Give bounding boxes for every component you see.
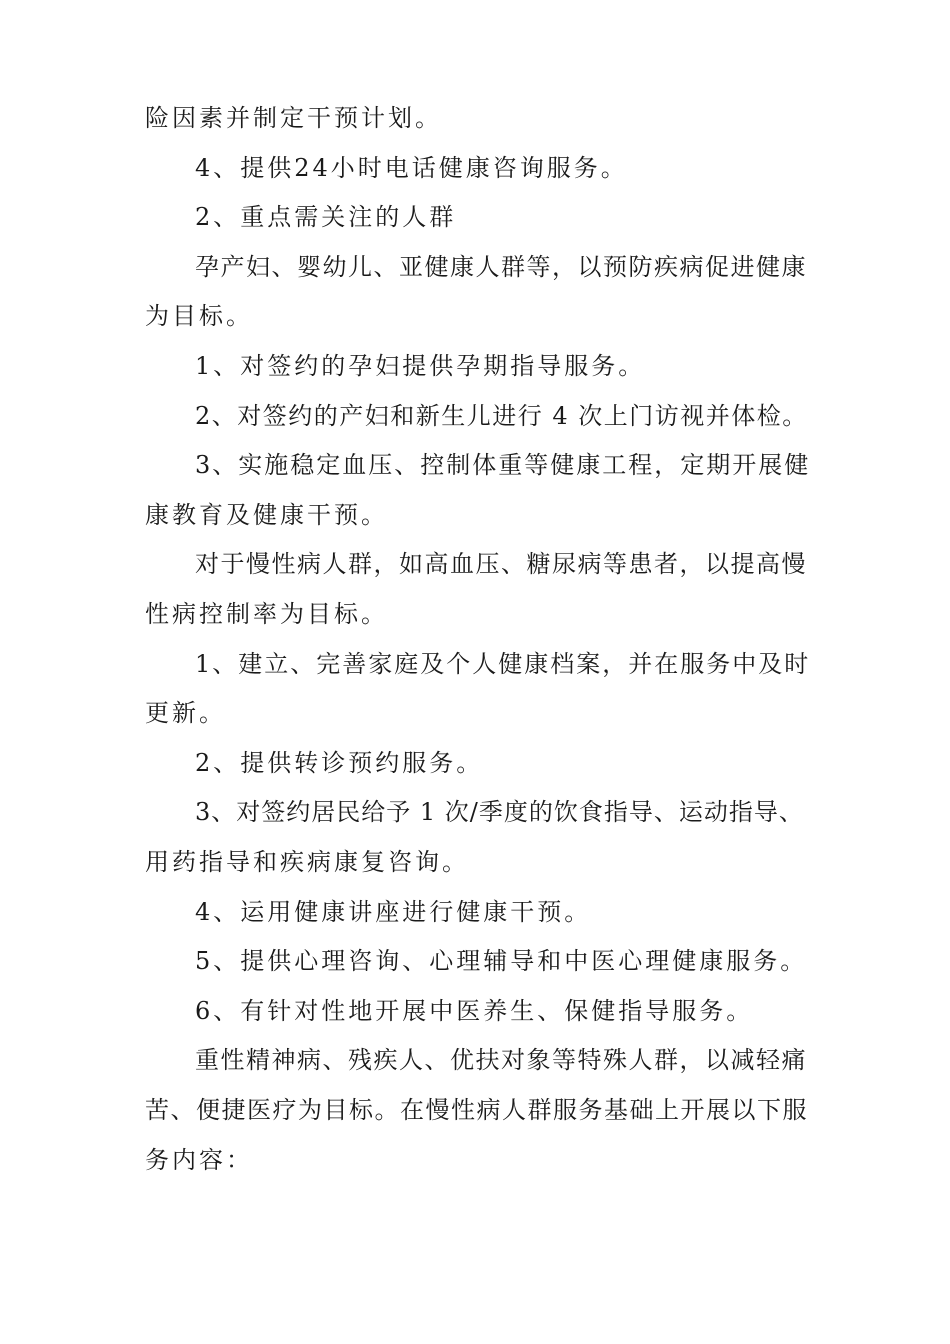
paragraph-line: 重性精神病、残疾人、优扶对象等特殊人群，以减轻痛 [195,1046,807,1074]
list-item: 6、有针对性地开展中医养生、保健指导服务。 [195,997,754,1025]
list-item: 1、建立、完善家庭及个人健康档案，并在服务中及时 [195,650,811,678]
paragraph-line: 对于慢性病人群，如高血压、糖尿病等患者，以提高慢 [195,550,807,578]
text-line: 康教育及健康干预。 [145,501,388,529]
list-item: 4、运用健康讲座进行健康干预。 [195,898,592,926]
section-heading: 2、重点需关注的人群 [195,203,457,231]
list-item: 3、实施稳定血压、控制体重等健康工程，定期开展健 [195,451,811,479]
paragraph-line: 孕产妇、婴幼儿、亚健康人群等，以预防疾病促进健康 [195,253,807,281]
list-item: 3、对签约居民给予 1 次/季度的饮食指导、运动指导、 [195,798,804,826]
list-item: 1、对签约的孕妇提供孕期指导服务。 [195,352,646,380]
text-line: 苦、便捷医疗为目标。在慢性病人群服务基础上开展以下服 [145,1096,808,1124]
text-line: 性病控制率为目标。 [145,600,388,628]
text-line: 为目标。 [145,302,253,330]
text-line: 务内容： [145,1146,253,1174]
list-item: 2、对签约的产妇和新生儿进行 4 次上门访视并体检。 [195,402,808,430]
text-line: 更新。 [145,699,226,727]
list-item: 2、提供转诊预约服务。 [195,749,484,777]
text-line: 用药指导和疾病康复咨询。 [145,848,469,876]
text-line: 险因素并制定干预计划。 [145,104,442,132]
list-item: 5、提供心理咨询、心理辅导和中医心理健康服务。 [195,947,808,975]
list-item: 4、提供24小时电话健康咨询服务。 [195,154,628,182]
